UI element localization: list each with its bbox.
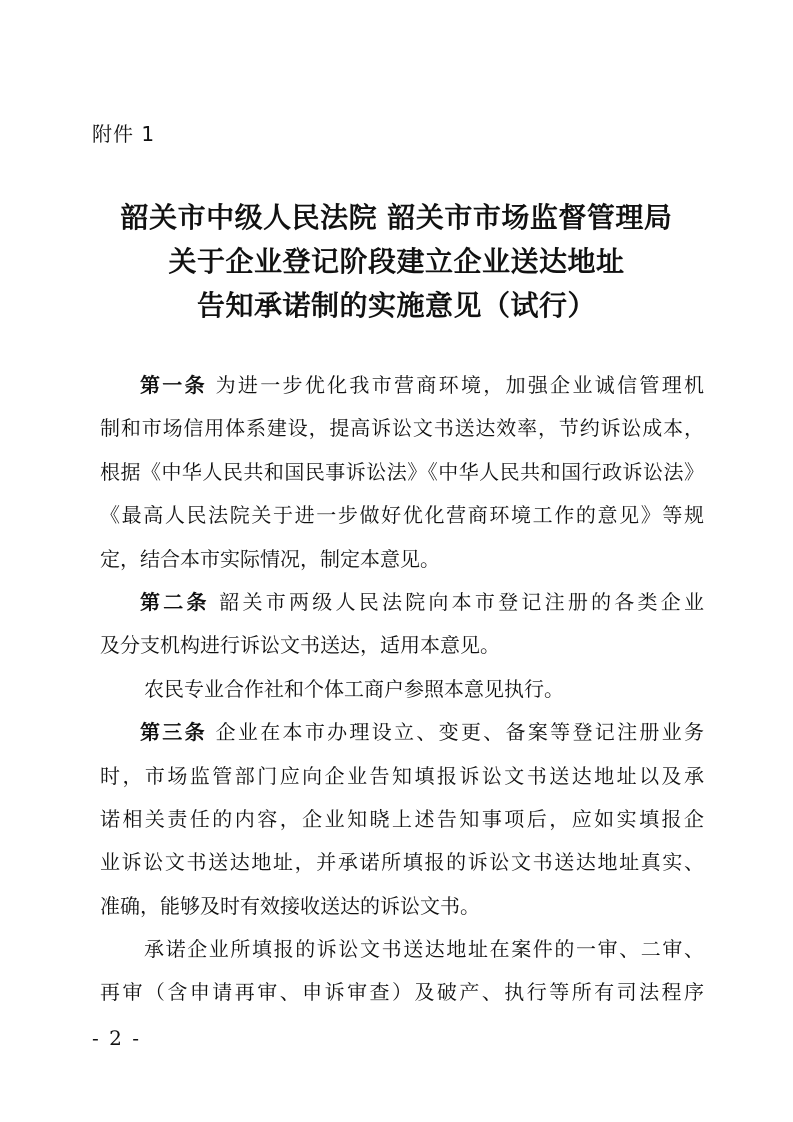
attachment-label: 附件 1 [92,122,156,146]
title-line-3: 告知承诺制的实施意见（试行） [196,289,596,322]
article-1-line-5: 定，结合本市实际情况，制定本意见。 [100,546,440,571]
article-2-text: 韶关市两级人民法院向本市登记注册的各类企业 [219,589,705,614]
article-3-label: 第三条 [140,720,207,745]
article-2-line-2: 及分支机构进行诉讼文书送达，适用本意见。 [100,633,500,658]
title-line-1: 韶关市中级人民法院 韶关市市场监督管理局 [120,201,673,234]
article-1-text: 为进一步优化我市营商环境，加强企业诚信管理机 [215,373,705,397]
article-1-line-1 [100,364,704,407]
article-3-text: 企业在本市办理设立、变更、备案等登记注册业务 [215,720,705,745]
article-3-paragraph-2-line-2: 再审（含申请再审、申诉审查）及破产、执行等所有司法程序 [100,980,704,1005]
article-1-line-4: 《最高人民法院关于进一步做好优化营商环境工作的意见》等规 [100,503,704,528]
document-title [60,196,733,328]
article-3-line-3: 诺相关责任的内容，企业知晓上述告知事项后，应如实填报企 [100,806,704,831]
article-2-label: 第二条 [140,589,210,614]
article-2-paragraph-2: 农民专业合作社和个体工商户参照本意见执行。 [144,676,564,701]
article-1-line-3: 根据《中华人民共和国民事诉讼法》《中华人民共和国行政诉讼法》 [100,459,704,484]
document-body [100,364,704,1015]
article-2-line-1 [100,581,704,624]
article-3-line-1 [100,711,704,754]
article-3-line-4: 业诉讼文书送达地址，并承诺所填报的诉讼文书送达地址真实、 [100,850,704,875]
article-1-label: 第一条 [140,373,207,397]
article-3-line-2: 时，市场监管部门应向企业告知填报诉讼文书送达地址以及承 [100,763,704,788]
article-3-paragraph-2-line-1: 承诺企业所填报的诉讼文书送达地址在案件的一审、二审、 [144,937,704,962]
article-3-line-5: 准确，能够及时有效接收送达的诉讼文书。 [100,893,480,918]
title-line-2: 关于企业登记阶段建立企业送达地址 [168,245,625,278]
article-1-line-2: 制和市场信用体系建设，提高诉讼文书送达效率，节约诉讼成本， [100,416,704,441]
page-number: - 2 - [92,1026,141,1050]
